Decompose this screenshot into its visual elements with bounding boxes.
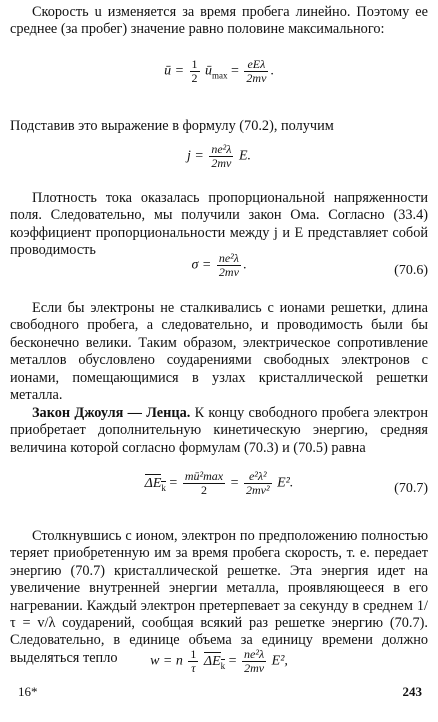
document-page: Скорость u изменяется за время пробега линейно. Поэтому ее среднее (за пробег) значение равно половине максимального: ū = $\frac{1}{2}$ $ū_{max}$ = $\frac{\text{eEλ}}{2mv}$ . Подставив это выражение в формулу (70.2), получим j = $\frac{\text{ne²λ}}{2mv}$ E. Плотность тока оказалась пропорциональной напряженности поля. Следовательно, мы получили закон Ома. Согласно (33.4) коэффициент пропорциональности между j и E представляет собой проводимость σ = $\frac{\text{ne²λ}}{2mv}$ . (70.6) Если бы электроны не сталкивались с ионами решетки, длина свободного пробега, а следовательно, и проводимость были бы бесконечно велики. Таким образом, электрическое сопротивление металлов обусловлено соударениями свободных электронов с ионами, помещающимися в узлах кристаллической решетки металла. Закон Джоуля — Ленца. К концу свободного пробега электрон приобретает дополнительную кинетическую энергию, средняя величина которой согласно формулам (70.3) и (70.5) равна $\Delta E_k$ = $\frac{\text{mū²max}}{2}$ = $\frac{\text{e²λ²}}{\text{2mv²}}$ E². (70.7) Столкнувшись с ионом, электрон по предположению полностью теряет приобретенную им за время пробега скорость, т. е. передает энергию (70.7) кристаллической решетке. Эта энергия идет на увеличение внутренней энергии металла, проявляющееся в его нагревании. Каждый электрон претерпевает за секунду в среднем 1/τ = v/λ соударений, сообщая всякий раз решетке энергию (70.7). Следовательно, в единице объема за единицу времени должно выделяться тепло w = n $\frac{1}{\tau}$ $\Delta E_k$ = $\frac{\text{ne²λ}}{2mv}$ E², 16* 243 xyxy=(10,4,428,699)
equation-number-70-6: (70.6) xyxy=(394,263,428,278)
paragraph-1: Скорость u изменяется за время пробега линейно. Поэтому ее среднее (за пробег) значение равно половине максимального: xyxy=(10,4,428,38)
paragraph-3: Плотность тока оказалась пропорциональной напряженности поля. Следовательно, мы получили закон Ома. Согласно (33.4) коэффициент пропорциональности между j и E представляет собой проводимость xyxy=(10,190,428,259)
paragraph-5: Закон Джоуля — Ленца. К концу свободного пробега электрон приобретает дополнительную кинетическую энергию, средняя величина которой согласно формулам (70.3) и (70.5) равна xyxy=(10,405,428,456)
paragraph-4: Если бы электроны не сталкивались с ионами решетки, длина свободного пробега, а следовательно, и проводимость были бы бесконечно велики. Таким образом, электрическое сопротивление металлов обусловлено соударениями свободных электронов с ионами, помещающимися в узлах кристаллической решетки металла. xyxy=(10,300,428,404)
eq1-lhs: ū = xyxy=(164,63,185,79)
page-number: 243 xyxy=(402,684,422,699)
equation-number-70-7: (70.7) xyxy=(394,481,428,496)
signature-mark: 16* xyxy=(18,684,38,699)
paragraph-6: Столкнувшись с ионом, электрон по предположению полностью теряет приобретенную им за время пробега скорость, т. е. передает энергию (70.7) кристаллической решетке. Эта энергия идет на увеличение внутренней энергии металла, проявляющееся в его нагревании. Каждый электрон претерпевает за секунду в среднем 1/τ = v/λ соударений, сообщая всякий раз решетке энергию (70.7). Следовательно, в единице объема за единицу времени должно выделяться тепло xyxy=(10,528,428,666)
section-heading: Закон Джоуля — Ленца. xyxy=(32,405,191,421)
paragraph-2: Подставив это выражение в формулу (70.2), получим xyxy=(10,118,334,134)
